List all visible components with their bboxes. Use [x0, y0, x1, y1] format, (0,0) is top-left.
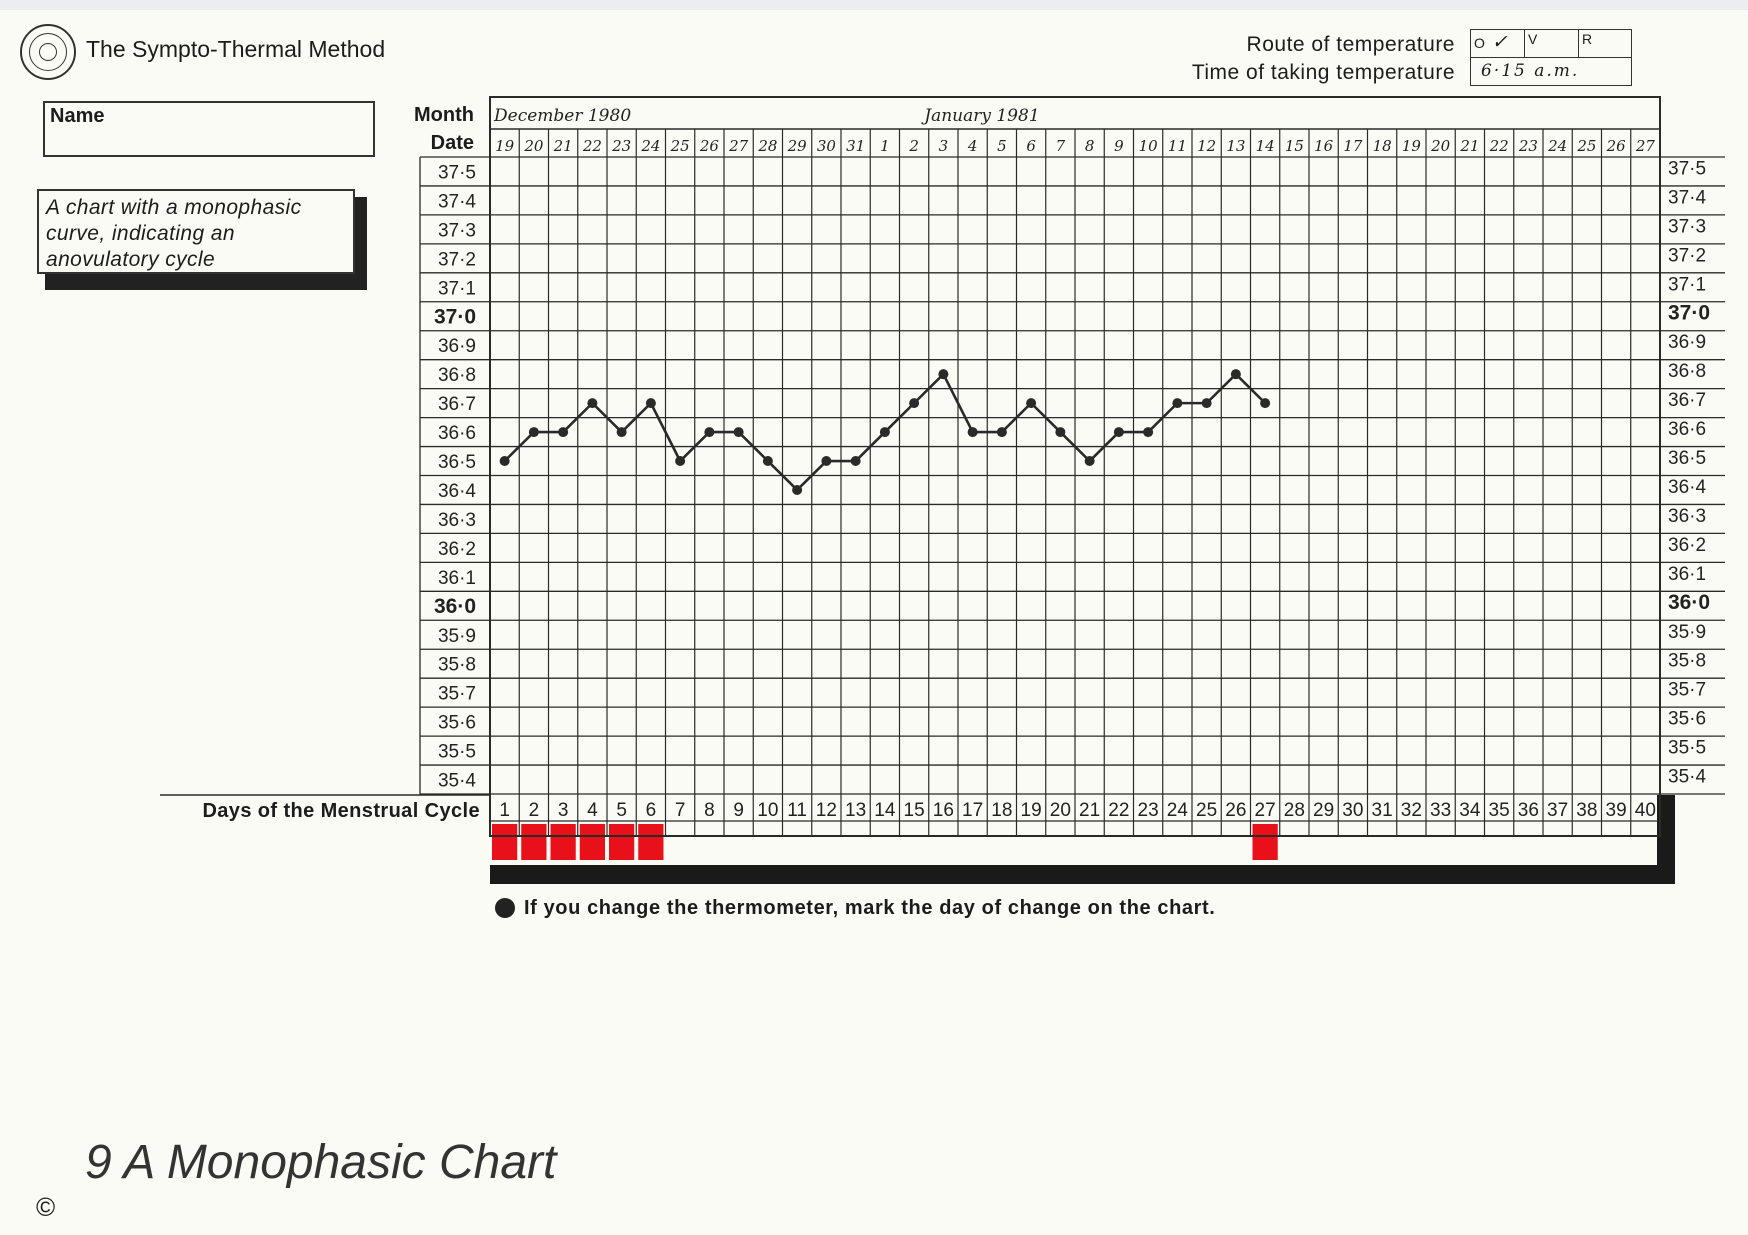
date-label: 16	[1314, 137, 1334, 155]
y-tick-left: 37·0	[433, 305, 476, 329]
date-label: 11	[1167, 137, 1187, 155]
date-label: 30	[816, 137, 836, 155]
temperature-point	[763, 456, 773, 466]
y-tick-left: 36·7	[437, 394, 476, 416]
date-label: 9	[1114, 137, 1124, 155]
y-tick-left: 36·2	[437, 538, 476, 560]
cycle-day-label: 16	[932, 800, 954, 821]
cycle-day-label: 6	[645, 800, 657, 821]
temperature-point	[1085, 456, 1095, 466]
y-tick-right: 35·4	[1668, 766, 1707, 788]
y-tick-left: 36·1	[437, 567, 476, 589]
temperature-point	[1260, 398, 1270, 408]
cycle-day-label: 20	[1049, 800, 1071, 821]
menstruation-mark	[551, 824, 576, 860]
y-tick-right: 37·2	[1668, 245, 1707, 267]
date-label: 28	[758, 137, 778, 155]
y-tick-left: 37·1	[437, 278, 476, 300]
date-label: 4	[967, 137, 978, 155]
cycle-day-label: 2	[528, 800, 540, 821]
y-tick-left: 36·0	[433, 594, 476, 618]
temperature-point	[646, 398, 656, 408]
cycle-day-label: 28	[1283, 800, 1305, 821]
temperature-point	[880, 427, 890, 437]
cycle-day-label: 34	[1459, 800, 1481, 821]
y-tick-left: 36·9	[437, 336, 476, 358]
y-tick-right: 37·1	[1668, 274, 1707, 296]
cycle-day-label: 12	[815, 800, 837, 821]
cycle-day-label: 40	[1634, 800, 1656, 821]
date-label: 27	[1635, 137, 1655, 155]
cycle-day-label: 19	[1020, 800, 1042, 821]
y-tick-left: 35·9	[437, 625, 476, 647]
cycle-day-label: 8	[704, 800, 715, 821]
month-name: December 1980	[494, 106, 632, 126]
temperature-point	[938, 369, 948, 379]
cycle-day-label: 10	[757, 800, 779, 821]
date-label: 21	[553, 137, 573, 155]
menstruation-mark	[492, 824, 517, 860]
cycle-day-label: 29	[1313, 800, 1335, 821]
chart-note: A chart with a monophasic curve, indicating an anovulatory cycle	[37, 189, 355, 274]
date-label: 22	[582, 137, 602, 155]
y-tick-right: 37·0	[1668, 301, 1711, 325]
y-tick-left: 37·2	[437, 249, 476, 271]
temperature-point	[821, 456, 831, 466]
date-label: 5	[997, 137, 1007, 155]
date-label: 19	[1401, 137, 1421, 155]
cycle-day-label: 26	[1225, 800, 1247, 821]
copyright-symbol: ©	[36, 1192, 56, 1222]
date-label: 20	[1431, 137, 1451, 155]
date-label: 22	[1489, 137, 1509, 155]
y-tick-right: 36·2	[1668, 534, 1707, 556]
method-title: The Sympto-Thermal Method	[86, 36, 386, 62]
temperature-point	[1172, 398, 1182, 408]
date-label: 24	[1548, 137, 1568, 155]
y-tick-right: 37·3	[1668, 216, 1707, 238]
y-tick-left: 36·4	[437, 480, 476, 502]
temperature-point	[704, 427, 714, 437]
date-label: 27	[729, 137, 749, 155]
y-tick-left: 35·8	[437, 654, 476, 676]
temperature-point	[1202, 398, 1212, 408]
y-tick-right: 37·4	[1668, 187, 1707, 209]
temperature-point	[997, 427, 1007, 437]
date-label: 29	[787, 137, 807, 155]
y-tick-right: 36·0	[1668, 590, 1711, 614]
y-tick-left: 37·3	[437, 220, 476, 242]
menstruation-mark	[580, 824, 605, 860]
cycle-day-label: 24	[1166, 800, 1188, 821]
cycle-day-label: 17	[962, 800, 984, 821]
y-tick-right: 36·3	[1668, 505, 1707, 527]
temperature-point	[1231, 369, 1241, 379]
cycle-day-label: 32	[1400, 800, 1422, 821]
temperature-point	[1114, 427, 1124, 437]
temperature-point	[617, 427, 627, 437]
route-option-label: R	[1582, 31, 1593, 47]
y-tick-right: 36·9	[1668, 332, 1707, 354]
date-label: 1	[880, 137, 890, 155]
temperature-point	[792, 485, 802, 495]
y-tick-left: 37·5	[437, 162, 476, 184]
y-tick-right: 36·8	[1668, 361, 1707, 383]
date-label: 8	[1084, 137, 1095, 155]
menstruation-mark	[521, 824, 546, 860]
cycle-day-label: 14	[874, 800, 896, 821]
temperature-point	[1026, 398, 1036, 408]
cycle-day-label: 21	[1079, 800, 1101, 821]
cycle-day-label: 13	[845, 800, 867, 821]
date-label: 26	[1606, 137, 1626, 155]
cycle-day-label: 35	[1488, 800, 1510, 821]
date-label: 2	[909, 137, 919, 155]
y-tick-left: 36·8	[437, 365, 476, 387]
page-caption: 9 A Monophasic Chart	[85, 1136, 557, 1189]
y-tick-left: 36·6	[437, 423, 476, 445]
y-tick-right: 36·4	[1668, 476, 1707, 498]
route-option-label: V	[1528, 31, 1538, 47]
cycle-day-label: 4	[587, 800, 598, 821]
date-label: 7	[1055, 137, 1066, 155]
checkmark-icon: ✓	[1491, 31, 1508, 53]
y-tick-right: 35·6	[1668, 708, 1707, 730]
route-option-label: O	[1474, 35, 1485, 51]
date-label: 21	[1460, 137, 1480, 155]
cycle-day-label: 18	[991, 800, 1013, 821]
date-label: 12	[1197, 137, 1217, 155]
menstruation-mark	[609, 824, 634, 860]
date-label: 19	[495, 137, 515, 155]
legend-dot-icon	[495, 898, 515, 918]
cycle-day-label: 36	[1517, 800, 1539, 821]
cycle-day-label: 15	[903, 800, 925, 821]
time-label: Time of taking temperature	[1191, 61, 1455, 84]
date-label: 23	[612, 137, 632, 155]
cycle-day-label: 31	[1371, 800, 1393, 821]
month-row-label: Month	[414, 104, 474, 126]
cycle-day-label: 9	[733, 800, 744, 821]
temperature-point	[1143, 427, 1153, 437]
y-tick-right: 35·9	[1668, 621, 1707, 643]
cycle-day-label: 22	[1108, 800, 1130, 821]
y-tick-left: 35·6	[437, 712, 476, 734]
cycle-day-label: 37	[1547, 800, 1569, 821]
date-label: 24	[641, 137, 661, 155]
y-tick-right: 35·8	[1668, 650, 1707, 672]
y-tick-right: 36·5	[1668, 448, 1707, 470]
legend-text: If you change the thermometer, mark the day of change on the chart.	[524, 897, 1216, 919]
cycle-day-label: 38	[1576, 800, 1598, 821]
y-tick-right: 36·6	[1668, 419, 1707, 441]
temperature-point	[968, 427, 978, 437]
temperature-point	[500, 456, 510, 466]
date-label: 15	[1284, 137, 1304, 155]
cycle-day-label: 33	[1430, 800, 1452, 821]
date-label: 31	[846, 137, 866, 155]
cycle-day-label: 5	[616, 800, 627, 821]
date-label: 10	[1138, 137, 1158, 155]
y-tick-right: 36·1	[1668, 563, 1707, 585]
y-tick-left: 36·3	[437, 509, 476, 531]
date-label: 6	[1026, 137, 1036, 155]
y-tick-left: 35·5	[437, 741, 476, 763]
y-tick-right: 36·7	[1668, 390, 1707, 412]
cycle-day-label: 1	[499, 800, 510, 821]
temperature-point	[909, 398, 919, 408]
date-label: 25	[1577, 137, 1597, 155]
menstruation-mark	[638, 824, 663, 860]
date-label: 25	[670, 137, 690, 155]
y-tick-right: 35·5	[1668, 737, 1707, 759]
temperature-point	[587, 398, 597, 408]
cycle-day-label: 30	[1342, 800, 1364, 821]
name-label: Name	[50, 105, 105, 127]
temperature-point	[675, 456, 685, 466]
temperature-point	[734, 427, 744, 437]
temperature-point	[851, 456, 861, 466]
cycle-day-label: 25	[1196, 800, 1218, 821]
date-label: 20	[524, 137, 544, 155]
temperature-point	[1055, 427, 1065, 437]
date-label: 26	[699, 137, 719, 155]
date-label: 3	[938, 137, 949, 155]
time-value: 6·15 a.m.	[1481, 61, 1580, 81]
date-label: 14	[1255, 137, 1275, 155]
cycle-days-label: Days of the Menstrual Cycle	[202, 800, 480, 822]
y-tick-right: 35·7	[1668, 679, 1707, 701]
cycle-day-label: 27	[1254, 800, 1276, 821]
date-label: 13	[1226, 137, 1246, 155]
y-tick-right: 37·5	[1668, 158, 1707, 180]
route-label: Route of temperature	[1246, 33, 1455, 56]
date-row-label: Date	[430, 132, 474, 154]
cycle-day-label: 3	[557, 800, 569, 821]
y-tick-left: 37·4	[437, 191, 476, 213]
cycle-day-label: 39	[1605, 800, 1627, 821]
cycle-day-label: 23	[1137, 800, 1159, 821]
temperature-point	[558, 427, 568, 437]
cycle-day-label: 7	[674, 800, 686, 821]
date-label: 18	[1372, 137, 1392, 155]
y-tick-left: 35·7	[437, 683, 476, 705]
y-tick-left: 35·4	[437, 770, 476, 792]
menstruation-mark	[1253, 824, 1278, 860]
cycle-day-label: 11	[787, 800, 807, 821]
date-label: 23	[1518, 137, 1538, 155]
temperature-point	[529, 427, 539, 437]
date-label: 17	[1343, 137, 1363, 155]
month-name: January 1981	[924, 106, 1040, 126]
y-tick-left: 36·5	[437, 452, 476, 474]
